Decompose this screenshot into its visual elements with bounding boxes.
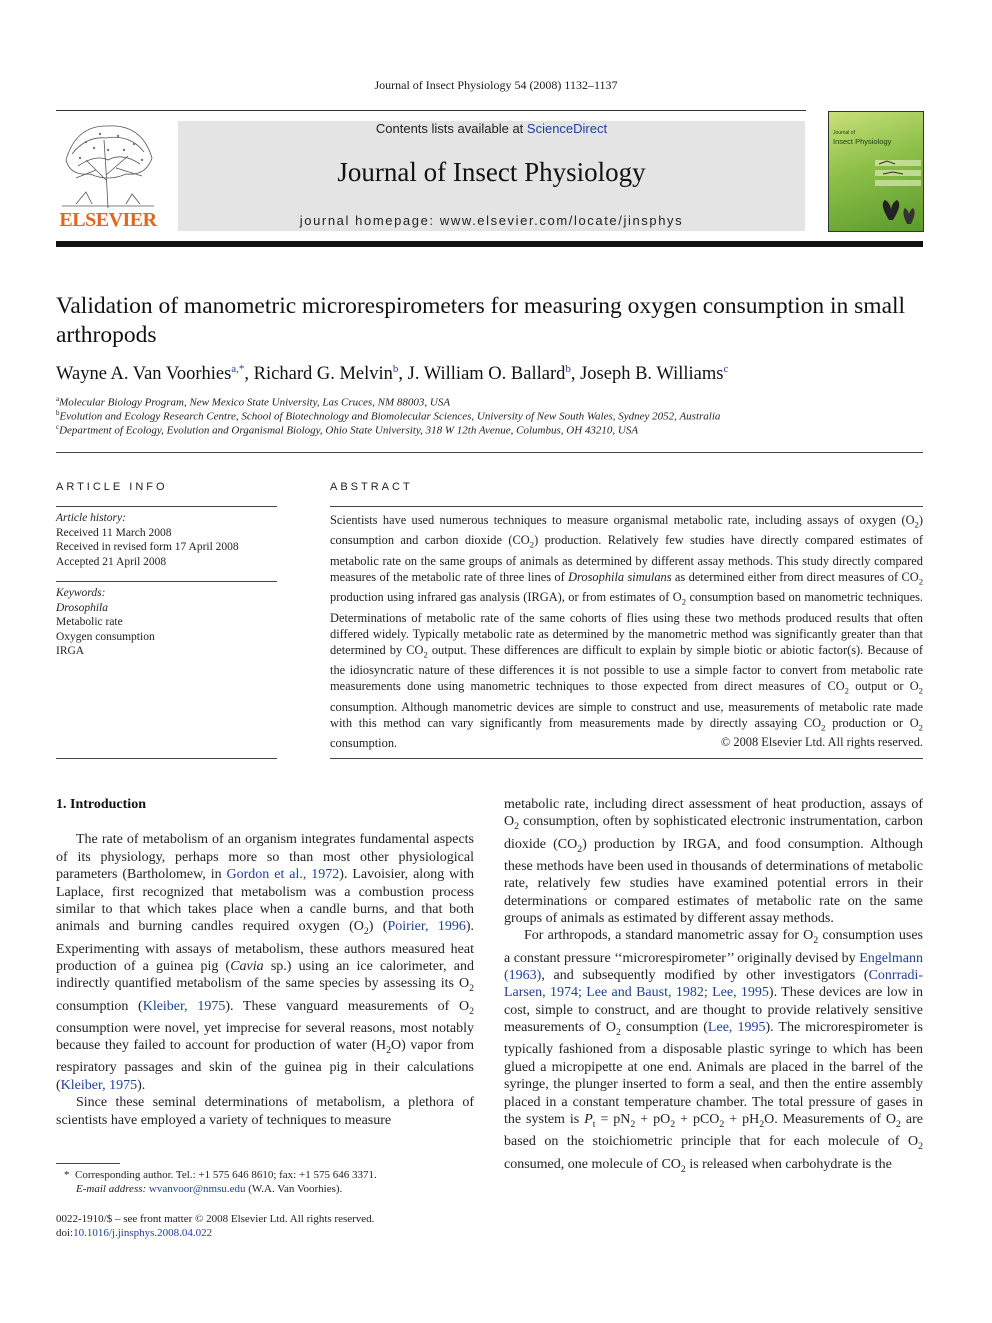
- author-affil-marker[interactable]: b: [392, 363, 399, 375]
- publisher-name: ELSEVIER: [59, 209, 157, 231]
- cover-line2: Insect Physiology: [833, 137, 892, 146]
- email-label: E-mail address:: [76, 1183, 147, 1195]
- abstract-heading: ABSTRACT: [330, 481, 413, 493]
- keyword: Metabolic rate: [56, 616, 123, 628]
- abstract-segment: as determined either from direct measures of CO: [671, 569, 919, 584]
- author-affil-marker[interactable]: b: [565, 363, 571, 375]
- abstract-segment: consumption based on manometric techniques. Determinations of metabolic rate of the same cohorts of flies using these two methods produced results that often differed widely. Typically metabolic rate as determined by the manometric method was significantly greater than that determined by CO: [330, 590, 924, 657]
- text-segment: consumption (: [620, 1020, 708, 1036]
- sciencedirect-link[interactable]: ScienceDirect: [526, 121, 608, 136]
- text-segment: consumption were novel, yet imprecise for several reasons, most notably because they failed to account for production of water (H: [56, 1020, 474, 1054]
- cover-insects-icon: [829, 156, 923, 231]
- text-segment: ).: [137, 1077, 146, 1093]
- revised-date: Received in revised form 17 April 2008: [56, 541, 239, 553]
- subscript: 2: [577, 843, 583, 855]
- journal-homepage[interactable]: journal homepage: www.elsevier.com/locate/jinsphys: [299, 213, 684, 228]
- received-date: Received 11 March 2008: [56, 526, 172, 539]
- genus-name: Cavia: [230, 959, 264, 975]
- text-segment: The rate of metabolism of an organism integrates fundamental aspects of its physiology, perhaps more so than most other physiological parameters (Bartholomew, in: [56, 832, 474, 883]
- subscript: t: [592, 1118, 596, 1130]
- citation-link[interactable]: Gordon et al., 1972: [226, 867, 340, 883]
- doi-link[interactable]: 10.1016/j.jinsphys.2008.04.022: [73, 1227, 213, 1239]
- subscript: 2: [514, 821, 520, 833]
- subscript: 2: [719, 1118, 725, 1130]
- section-heading: 1. Introduction: [56, 797, 146, 812]
- subscript: 2: [363, 926, 369, 938]
- equation-symbol: P: [584, 1112, 593, 1128]
- journal-cover-thumbnail: [828, 111, 924, 232]
- header-rule: [56, 110, 806, 111]
- citation-link[interactable]: Lee, 1995: [707, 1020, 766, 1036]
- affiliation-text: Department of Ecology, Evolution and Organismal Biology, Ohio State University, 318 W 12th Avenue, Columbus, OH 43210, USA: [59, 424, 639, 437]
- abstract-text: [330, 512, 923, 751]
- citation-link[interactable]: Poirier, 1996: [387, 919, 466, 935]
- contents-prefix: Contents lists available at: [375, 121, 527, 136]
- body-left-column: [56, 796, 474, 1129]
- text-segment: ). These devices are low in cost, simple to construct, and are thought to provide relatively sensitive measurements of O: [504, 985, 923, 1036]
- abstract-segment: output. These differences are difficult to explain by simple biotic or abiotic factor(s). Because of the idiosyncratic nature of these differences it is not possible to use a simple factor to convert from metabolic rate measurements done using manometric techniques to those expected from direct measures of CO: [330, 642, 923, 694]
- author-name[interactable]: J. William O. Ballard: [407, 364, 566, 385]
- text-segment: For arthropods, a standard manometric assay for O: [524, 928, 814, 944]
- text-segment: O) vapor from respiratory passages and skin of the guinea pig in their calculations (: [56, 1038, 474, 1093]
- journal-title: Journal of Insect Physiology: [337, 157, 646, 187]
- affiliation-marker: b: [56, 409, 60, 417]
- author-affil-marker[interactable]: c: [723, 363, 729, 375]
- issn-line: 0022-1910/$ – see front matter © 2008 Elsevier Ltd. All rights reserved.: [56, 1213, 375, 1225]
- author-name[interactable]: Richard G. Melvin: [253, 364, 393, 385]
- affiliation: [56, 423, 936, 437]
- author-affil-marker[interactable]: a,*: [231, 363, 245, 375]
- species-name: Drosophila simulans: [568, 569, 672, 584]
- cover-line1: Journal of: [833, 130, 855, 136]
- subscript: 2: [759, 1118, 765, 1130]
- subscript: 2: [529, 539, 535, 550]
- keyword: IRGA: [56, 645, 85, 657]
- subscript: 2: [423, 649, 428, 660]
- abstract-rule: [330, 506, 923, 507]
- subscript: 2: [896, 1118, 901, 1130]
- affiliation-text: Evolution and Ecology Research Centre, School of Biotechnology and Biomolecular Sciences, University of New South Wales, Sydney 2052, Australia: [59, 410, 721, 423]
- footnote-rule: [56, 1163, 120, 1164]
- intro-paragraph: Since these seminal determinations of metabolism, a plethora of scientists have employed a variety of techniques to measure: [56, 1095, 474, 1128]
- article-info-rule: [56, 506, 277, 507]
- article-history: [56, 511, 277, 569]
- text-segment: consumption (: [56, 998, 143, 1014]
- article-info-bottom-rule: [56, 758, 277, 759]
- text-segment: consumption, often by sophisticated electronic instrumentation, carbon dioxide (CO: [504, 814, 923, 852]
- affiliation-rule: [56, 452, 923, 453]
- subscript: 2: [918, 685, 923, 696]
- email-suffix: (W.A. Van Voorhies).: [245, 1183, 343, 1195]
- subscript: 2: [670, 1118, 676, 1130]
- subscript: 2: [918, 576, 924, 587]
- equation-segment: + pO: [635, 1112, 671, 1128]
- subscript: 2: [914, 519, 919, 530]
- abstract-segment: consumption.: [330, 736, 398, 751]
- text-segment: ). Experimenting with assays of metabolism, these authors measured heat production of a guinea pig (: [56, 919, 474, 975]
- elsevier-logo: [56, 120, 160, 232]
- citation-link[interactable]: Engelmann (1963): [504, 950, 923, 984]
- keyword: Drosophila: [56, 601, 108, 614]
- equation-segment: = pN: [595, 1112, 631, 1128]
- subscript: 2: [821, 722, 826, 733]
- subscript: 2: [844, 685, 849, 696]
- abstract-segment: production using infrared gas analysis (IRGA), or from estimates of O: [330, 590, 682, 605]
- contents-line: [178, 121, 805, 136]
- subscript: 2: [680, 1163, 686, 1175]
- affiliation-text: Molecular Biology Program, New Mexico State University, Las Cruces, NM 88003, USA: [59, 396, 451, 409]
- abstract-copyright: © 2008 Elsevier Ltd. All rights reserved.: [720, 735, 923, 749]
- subscript: 2: [469, 983, 474, 995]
- article-info-heading: ARTICLE INFO: [56, 481, 168, 493]
- elsevier-tree-icon: [56, 120, 160, 212]
- author-list: [56, 363, 936, 385]
- subscript: 2: [681, 596, 687, 607]
- text-segment: metabolic rate, including direct assessment of heat production, assays of O: [504, 797, 923, 830]
- author-separator: ,: [398, 364, 408, 385]
- affiliation-marker: a: [56, 395, 60, 403]
- header-thick-rule: [56, 241, 923, 247]
- text-segment: O. Measurements of O: [764, 1112, 897, 1128]
- abstract-segment: ) consumption and carbon dioxide (CO: [330, 513, 923, 548]
- corresponding-text: Corresponding author. Tel.: +1 575 646 8610; fax: +1 575 646 3371.: [75, 1169, 377, 1181]
- text-segment: consumption uses a constant pressure ‘‘microrespirometer’’ originally devised by: [504, 928, 923, 966]
- footnote-asterisk: *: [64, 1169, 75, 1181]
- text-segment: consumed, one molecule of CO: [504, 1156, 681, 1172]
- author-separator: ,: [244, 364, 254, 385]
- keyword: Oxygen consumption: [56, 630, 155, 643]
- email-link[interactable]: wvanvoor@nmsu.edu: [148, 1183, 246, 1195]
- affiliation-marker: c: [56, 423, 60, 431]
- keywords-rule: [56, 581, 277, 582]
- text-segment: sp.) using an ice calorimeter, and indirectly quantified metabolism of the same species by assessing its O: [56, 959, 474, 992]
- doi-line: [56, 1226, 486, 1240]
- affiliation: [56, 395, 936, 409]
- citation-link[interactable]: Kleiber, 1975: [60, 1077, 138, 1093]
- subscript: 2: [469, 1005, 474, 1017]
- abstract-bottom-rule: [330, 758, 923, 759]
- subscript: 2: [813, 935, 819, 947]
- keywords-label: Keywords:: [56, 587, 106, 599]
- subscript: 2: [615, 1027, 621, 1039]
- history-label: Article history:: [56, 512, 126, 524]
- keywords-block: [56, 586, 277, 659]
- accepted-date: Accepted 21 April 2008: [56, 555, 167, 568]
- journal-citation: Journal of Insect Physiology 54 (2008) 1132–1137: [374, 78, 618, 92]
- citation-link[interactable]: Conrradi-Larsen, 1974; Lee and Baust, 1982; Lee, 1995: [504, 968, 923, 1001]
- abstract-segment: ) production. Relatively few studies have directly compared estimates of metabolic rate on the same groups of animals as determined by different assay methods. This study directly compared measures of the metabolic rate of three lines of: [330, 533, 924, 584]
- subscript: 2: [918, 1141, 923, 1153]
- author-separator: ,: [570, 364, 581, 385]
- text-segment: is released when carbohydrate is the: [685, 1156, 892, 1172]
- text-segment: ) production by IRGA, and food consumption. Although these methods have been used in thousands of determinations of metabolic rate, relatively few studies have examined potential errors in their determinations or compared estimates of metabolic rate on the same groups of animals as estimated by different assay methods.: [504, 836, 923, 927]
- text-segment: ). Lavoisier, along with Laplace, first recognized that metabolism was a combustion process similar to that which takes place when a candle burns, and that both animals and burning candles required oxygen (O: [56, 867, 475, 935]
- abstract-segment: consumption. Although manometric devices are simple to construct and use, measurements of metabolic rate made with this method can vary significantly from measurements made by directly assaying CO: [330, 699, 923, 730]
- article-title: Validation of manometric microrespirometers for measuring oxygen consumption in small arthropods: [56, 293, 906, 348]
- corresponding-author-note: [56, 1168, 486, 1196]
- text-segment: , and subsequently modified by other investigators (: [541, 968, 869, 984]
- text-segment: ) (: [368, 919, 388, 935]
- intro-paragraph: [56, 831, 474, 1094]
- citation-link[interactable]: Kleiber, 1975: [142, 998, 226, 1014]
- text-segment: ). These vanguard measurements of O: [225, 998, 470, 1014]
- author-name[interactable]: Wayne A. Van Voorhies: [56, 364, 232, 385]
- affiliation: [56, 409, 936, 423]
- text-segment: are based on the stoichiometric principle that for each molecule of O: [504, 1112, 923, 1150]
- author-name[interactable]: Joseph B. Williams: [580, 364, 724, 385]
- body-right-column: [504, 796, 923, 1178]
- text-segment: ). The microrespirometer is typically fashioned from a disposable plastic syringe to which has been glued a micropipette at one end. Animals are placed in the barrel of the syringe, the plunger inserted to form a seal, and then the entire assembly placed in a constant temperature chamber. The total pressure of gases in the system is: [504, 1020, 923, 1128]
- equation-segment: + pH: [724, 1112, 760, 1128]
- intro-paragraph: [504, 796, 923, 927]
- intro-paragraph: [504, 927, 923, 1177]
- doi-label: doi:: [56, 1227, 74, 1239]
- journal-banner: [178, 121, 805, 231]
- subscript: 2: [630, 1118, 636, 1130]
- subscript: 2: [386, 1045, 392, 1057]
- subscript: 2: [918, 722, 923, 733]
- abstract-segment: output or O: [849, 679, 919, 694]
- equation-segment: + pCO: [675, 1112, 720, 1128]
- abstract-segment: production or O: [825, 715, 919, 730]
- abstract-segment: Scientists have used numerous techniques to measure organismal metabolic rate, including assays of oxygen (O: [330, 513, 915, 527]
